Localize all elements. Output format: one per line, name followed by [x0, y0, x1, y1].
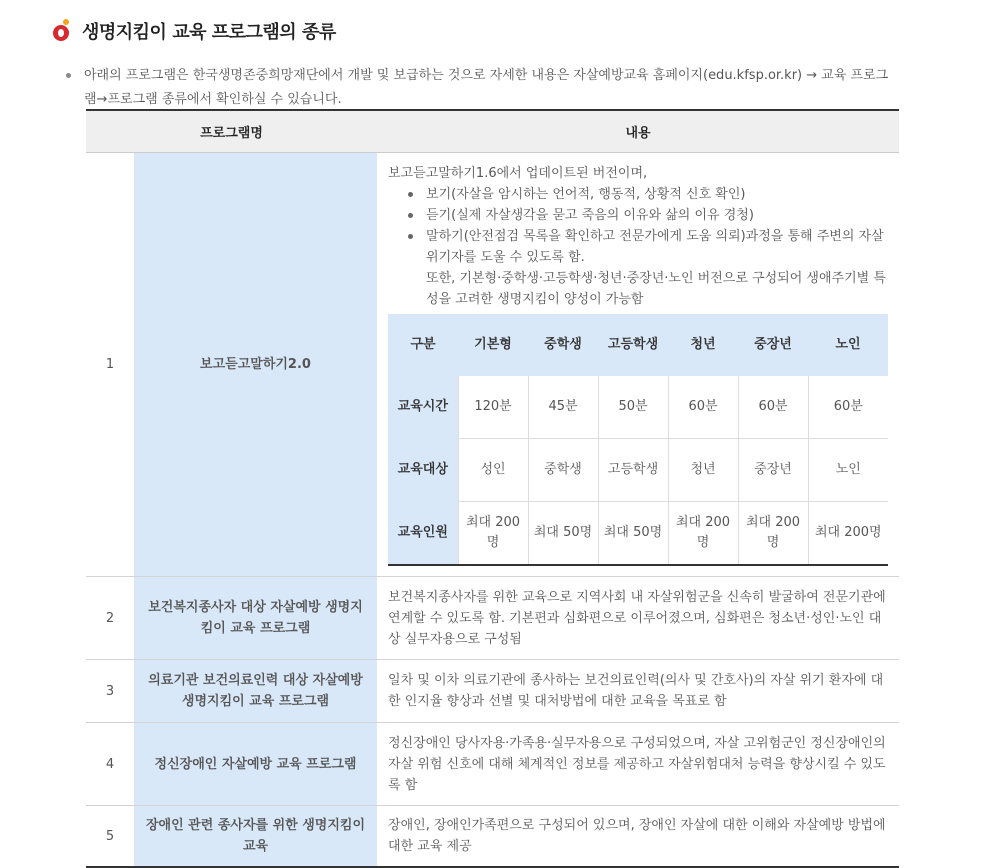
inner-header: 기본형 — [458, 314, 528, 376]
program-content: 정신장애인 당사자용·가족용·실무자용으로 구성되었으며, 자살 고위험군인 정신장애인의 자살 위험 신호에 대해 체계적인 정보를 제공하고 자살위험대처 능력을 향상시킬 수 있도록 함 — [377, 723, 899, 806]
inner-header-row — [388, 314, 888, 376]
page-title: 생명지킴이 교육 프로그램의 종류 — [82, 22, 336, 43]
program-content — [377, 153, 899, 577]
table-row — [86, 806, 899, 868]
program-content: 보건복지종사자를 위한 교육으로 지역사회 내 자살위험군을 신속히 발굴하여 전문기관에 연계할 수 있도록 함. 기본편과 심화편으로 이루어졌으며, 심화편은 청소년·성인·노인 대상 실무자용으로 구성됨 — [377, 577, 899, 660]
inner-cell: 120분 — [458, 376, 528, 439]
row-number: 4 — [86, 723, 134, 806]
program-content: 장애인, 장애인가족편으로 구성되어 있으며, 장애인 자살에 대한 이해와 자살예방 방법에 대한 교육 제공 — [377, 806, 899, 868]
intro-text: 아래의 프로그램은 한국생명존중희망재단에서 개발 및 보급하는 것으로 자세한 내용은 자살예방교육 홈페이지(edu.kfsp.or.kr) → 교육 프로그램→프로그램 종류에서 확인하실 수 있습니다. — [84, 68, 889, 107]
inner-row — [388, 502, 888, 566]
table-row — [86, 577, 899, 660]
inner-cell: 최대 50명 — [528, 502, 598, 566]
inner-cell: 최대 50명 — [598, 502, 668, 566]
inner-header: 중학생 — [528, 314, 598, 376]
inner-row-header: 교육인원 — [388, 502, 458, 566]
inner-cell: 50분 — [598, 376, 668, 439]
row-number: 3 — [86, 660, 134, 723]
table-row — [86, 660, 899, 723]
inner-cell: 고등학생 — [598, 439, 668, 502]
inner-row — [388, 376, 888, 439]
inner-row — [388, 439, 888, 502]
inner-header: 고등학생 — [598, 314, 668, 376]
inner-cell: 중장년 — [738, 439, 808, 502]
program-name: 장애인 관련 종사자를 위한 생명지킴이 교육 — [134, 806, 377, 868]
bullet-icon — [66, 73, 71, 78]
section-heading — [52, 18, 336, 44]
list-item: 듣기(실제 자살생각을 묻고 죽음의 이유와 삶의 이유 경청) — [418, 205, 889, 226]
inner-row-header: 교육대상 — [388, 439, 458, 502]
inner-cell: 45분 — [528, 376, 598, 439]
inner-cell: 노인 — [808, 439, 888, 502]
program-name: 보건복지종사자 대상 자살예방 생명지킴이 교육 프로그램 — [134, 577, 377, 660]
inner-cell: 60분 — [668, 376, 738, 439]
program-name: 정신장애인 자살예방 교육 프로그램 — [134, 723, 377, 806]
row-number: 2 — [86, 577, 134, 660]
table-header-row — [86, 110, 899, 153]
education-spec-table — [388, 314, 888, 566]
inner-cell: 최대 200명 — [668, 502, 738, 566]
inner-cell: 중학생 — [528, 439, 598, 502]
intro-note — [66, 64, 898, 112]
inner-cell: 60분 — [808, 376, 888, 439]
inner-cell: 최대 200명 — [808, 502, 888, 566]
inner-cell: 최대 200명 — [458, 502, 528, 566]
program-name: 의료기관 보건의료인력 대상 자살예방 생명지킴이 교육 프로그램 — [134, 660, 377, 723]
inner-header: 중장년 — [738, 314, 808, 376]
life-keeper-logo-icon — [52, 19, 74, 43]
inner-header: 노인 — [808, 314, 888, 376]
content-bullets — [388, 184, 889, 268]
header-content: 내용 — [377, 110, 899, 153]
list-item: 보기(자살을 암시하는 언어적, 행동적, 상황적 신호 확인) — [418, 184, 889, 205]
program-content: 일차 및 이차 의료기관에 종사하는 보건의료인력(의사 및 간호사)의 자살 위기 환자에 대한 인지율 향상과 선별 및 대처방법에 대한 교육을 목표로 함 — [377, 660, 899, 723]
program-name: 보고듣고말하기2.0 — [134, 153, 377, 577]
inner-cell: 60분 — [738, 376, 808, 439]
inner-cell: 성인 — [458, 439, 528, 502]
content-extra: 또한, 기본형·중학생·고등학생·청년·중장년·노인 버전으로 구성되어 생애주기별 특성을 고려한 생명지킴이 양성이 가능함 — [426, 271, 886, 307]
program-table — [86, 109, 899, 868]
inner-header: 청년 — [668, 314, 738, 376]
row-number: 5 — [86, 806, 134, 868]
table-row — [86, 153, 899, 577]
header-program-name: 프로그램명 — [86, 110, 377, 153]
table-row — [86, 723, 899, 806]
inner-cell: 최대 200명 — [738, 502, 808, 566]
list-item: 말하기(안전점검 목록을 확인하고 전문가에게 도움 의뢰)과정을 통해 주변의 자살위기자를 도울 수 있도록 함. — [418, 226, 889, 268]
inner-row-header: 교육시간 — [388, 376, 458, 439]
row-number: 1 — [86, 153, 134, 577]
content-lead: 보고듣고말하기1.6에서 업데이트된 버전이며, — [388, 166, 648, 181]
inner-cell: 청년 — [668, 439, 738, 502]
inner-header: 구분 — [388, 314, 458, 376]
